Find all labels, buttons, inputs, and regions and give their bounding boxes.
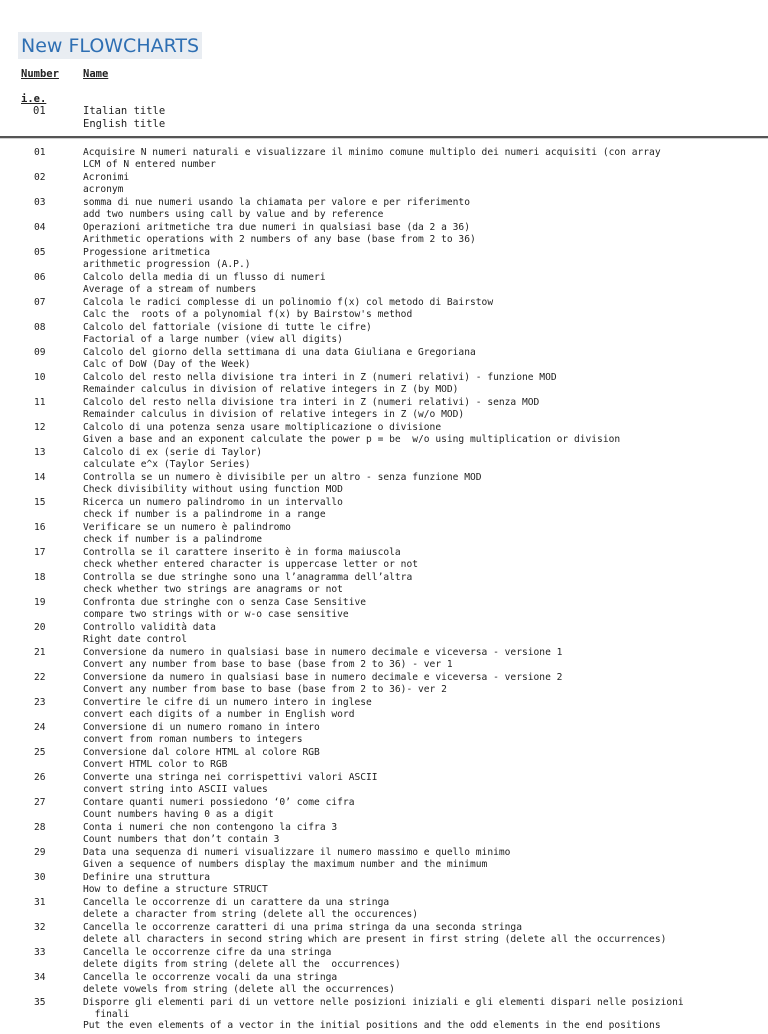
item-italian-title: Acquisire N numeri naturali e visualizzare il minimo comune multiplo dei numeri acquisiti (con array	[83, 147, 661, 158]
item-english-title: Put the even elements of a vector in the initial positions and the odd elements in the end positions	[83, 1020, 661, 1031]
item-english-title: Convert any number from base to base (base from 2 to 36) - ver 1	[83, 658, 453, 670]
item-titles	[83, 547, 768, 570]
list-item	[0, 472, 768, 495]
item-italian-title: Verificare se un numero è palindromo	[83, 522, 291, 533]
list-item	[0, 647, 768, 670]
item-italian-title: Converte una stringa nei corrispettivi valori ASCII	[83, 772, 378, 783]
item-number: 27	[34, 797, 46, 808]
item-english-title: delete digits from string (delete all the occurrences)	[83, 958, 401, 970]
item-titles	[83, 447, 768, 470]
item-italian-title: Controllo validità data	[83, 622, 216, 633]
item-english-title: compare two strings with or w-o case sensitive	[83, 608, 349, 620]
list-item	[0, 272, 768, 295]
list-item	[0, 297, 768, 320]
item-titles	[83, 372, 768, 395]
item-titles	[83, 222, 768, 245]
item-titles	[83, 422, 768, 445]
item-number: 31	[34, 897, 46, 908]
item-english-title: convert string into ASCII values	[83, 783, 268, 795]
list-item	[0, 597, 768, 620]
item-english-title: LCM of N entered number	[83, 158, 216, 170]
item-number: 29	[34, 847, 46, 858]
item-italian-title: Confronta due stringhe con o senza Case Sensitive	[83, 597, 367, 608]
item-english-title: calculate e^x (Taylor Series)	[83, 458, 251, 470]
item-italian-title: Progessione aritmetica	[83, 247, 211, 258]
item-english-title: Calc the roots of a polynomial f(x) by Bairstow's method	[83, 308, 413, 320]
list-item	[0, 797, 768, 820]
item-number: 34	[34, 972, 46, 983]
example-italian-title: Italian title	[83, 105, 166, 117]
list-item	[0, 947, 768, 970]
example-number: 01	[33, 105, 46, 117]
item-number: 25	[34, 747, 46, 758]
item-number: 33	[34, 947, 46, 958]
item-english-title: check if number is a palindrome	[83, 533, 263, 545]
item-number: 06	[34, 272, 46, 283]
item-number: 16	[34, 522, 46, 533]
item-titles	[83, 497, 768, 520]
item-english-title: delete all characters in second string which are present in first string (delete all the occurrences)	[83, 933, 667, 945]
item-english-title: check whether two strings are anagrams or not	[83, 583, 343, 595]
item-titles	[83, 297, 768, 320]
item-titles	[83, 647, 768, 670]
item-titles	[83, 997, 768, 1032]
column-header-number: Number	[21, 68, 59, 80]
item-english-title: Convert HTML color to RGB	[83, 758, 228, 770]
item-titles	[83, 172, 768, 195]
item-english-title: convert from roman numbers to integers	[83, 733, 303, 745]
item-italian-title: Operazioni aritmetiche tra due numeri in qualsiasi base (da 2 a 36)	[83, 222, 470, 233]
example-english-title: English title	[83, 117, 166, 130]
item-number: 15	[34, 497, 46, 508]
item-italian-title: Convertire le cifre di un numero intero in inglese	[83, 697, 372, 708]
list-item	[0, 672, 768, 695]
item-italian-title: Cancella le occorrenze caratteri di una prima stringa da una seconda stringa	[83, 922, 522, 933]
item-number: 35	[34, 997, 46, 1008]
item-italian-title: Contare quanti numeri possiedono ‘0’ come cifra	[83, 797, 355, 808]
item-titles	[83, 972, 768, 995]
item-number: 28	[34, 822, 46, 833]
list-item	[0, 172, 768, 195]
item-number: 09	[34, 347, 46, 358]
item-english-title: convert each digits of a number in English word	[83, 708, 355, 720]
list-item	[0, 497, 768, 520]
item-english-title: Remainder calculus in division of relative integers in Z (w/o MOD)	[83, 408, 465, 420]
item-titles	[83, 847, 768, 870]
item-english-title: Given a base and an exponent calculate the power p = be w/o using multiplication or division	[83, 433, 621, 445]
list-item	[0, 522, 768, 545]
item-titles	[83, 622, 768, 645]
item-titles	[83, 572, 768, 595]
header-divider	[0, 136, 768, 139]
list-item	[0, 772, 768, 795]
item-italian-title: Calcolo della media di un flusso di numeri	[83, 272, 326, 283]
item-titles	[83, 322, 768, 345]
item-italian-title: Calcolo del resto nella divisione tra interi in Z (numeri relativi) - senza MOD	[83, 397, 540, 408]
item-number: 18	[34, 572, 46, 583]
item-titles	[83, 197, 768, 220]
item-english-title: Average of a stream of numbers	[83, 283, 257, 295]
item-number: 26	[34, 772, 46, 783]
item-italian-title: Calcolo di ex (serie di Taylor)	[83, 447, 263, 458]
item-number: 05	[34, 247, 46, 258]
list-item	[0, 897, 768, 920]
item-number: 07	[34, 297, 46, 308]
list-item	[0, 547, 768, 570]
item-english-title: Factorial of a large number (view all digits)	[83, 333, 343, 345]
item-english-title: Count numbers having 0 as a digit	[83, 808, 274, 820]
column-header-name: Name	[83, 68, 109, 80]
item-english-title: arithmetic progression (A.P.)	[83, 258, 251, 270]
item-titles	[83, 247, 768, 270]
list-item	[0, 422, 768, 445]
item-english-title: Convert any number from base to base (base from 2 to 36)- ver 2	[83, 683, 447, 695]
item-titles	[83, 272, 768, 295]
item-english-title: How to define a structure STRUCT	[83, 883, 268, 895]
item-number: 02	[34, 172, 46, 183]
list-item	[0, 822, 768, 845]
item-italian-title: Cancella le occorrenze vocali da una stringa	[83, 972, 338, 983]
list-item	[0, 872, 768, 895]
item-english-title: Count numbers that don’t contain 3	[83, 833, 280, 845]
list-item	[0, 972, 768, 995]
item-italian-title: Cancella le occorrenze di un carattere da una stringa	[83, 897, 390, 908]
item-italian-title: Controlla se il carattere inserito è in forma maiuscola	[83, 547, 401, 558]
item-italian-title: Conversione da numero in qualsiasi base in numero decimale e viceversa - versione 1	[83, 647, 563, 658]
list-item	[0, 622, 768, 645]
item-number: 30	[34, 872, 46, 883]
item-titles	[83, 672, 768, 695]
list-item	[0, 397, 768, 420]
item-titles	[83, 722, 768, 745]
item-titles	[83, 347, 768, 370]
item-italian-title: Conversione di un numero romano in intero	[83, 722, 320, 733]
item-italian-title: Data una sequenza di numeri visualizzare il numero massimo e quello minimo	[83, 847, 511, 858]
item-number: 14	[34, 472, 46, 483]
item-italian-title: Acronimi	[83, 172, 130, 183]
item-italian-title: Calcolo di una potenza senza usare moltiplicazione o divisione	[83, 422, 442, 433]
title-area	[18, 32, 202, 59]
list-item	[0, 572, 768, 595]
item-english-title: check if number is a palindrome in a range	[83, 508, 326, 520]
list-item	[0, 847, 768, 870]
item-titles	[83, 472, 768, 495]
item-italian-title: Cancella le occorrenze cifre da una stringa	[83, 947, 332, 958]
item-english-title: Arithmetic operations with 2 numbers of any base (base from 2 to 36)	[83, 233, 476, 245]
item-number: 12	[34, 422, 46, 433]
item-number: 17	[34, 547, 46, 558]
item-titles	[83, 397, 768, 420]
item-italian-title: Controlla se un numero è divisibile per un altro - senza funzione MOD	[83, 472, 482, 483]
item-titles	[83, 947, 768, 970]
list-item	[0, 197, 768, 220]
item-english-title: Remainder calculus in division of relative integers in Z (by MOD)	[83, 383, 459, 395]
list-item	[0, 922, 768, 945]
item-number: 19	[34, 597, 46, 608]
example-name	[83, 105, 165, 130]
item-english-title: Calc of DoW (Day of the Week)	[83, 358, 251, 370]
item-english-title: Right date control	[83, 633, 187, 645]
page-title: New FLOWCHARTS	[18, 32, 202, 59]
item-titles	[83, 822, 768, 845]
item-titles	[83, 922, 768, 945]
item-italian-title: Disporre gli elementi pari di un vettore nelle posizioni iniziali e gli elementi dispari nelle posizioni finali	[83, 997, 684, 1020]
item-italian-title: Calcolo del giorno della settimana di una data Giuliana e Gregoriana	[83, 347, 476, 358]
list-item	[0, 372, 768, 395]
item-english-title: delete a character from string (delete all the occurences)	[83, 908, 419, 920]
item-italian-title: Conversione dal colore HTML al colore RGB	[83, 747, 320, 758]
item-number: 24	[34, 722, 46, 733]
item-titles	[83, 872, 768, 895]
list-item	[0, 997, 768, 1032]
list-item	[0, 147, 768, 170]
item-italian-title: Calcola le radici complesse di un polinomio f(x) col metodo di Bairstow	[83, 297, 494, 308]
item-number: 21	[34, 647, 46, 658]
item-italian-title: Controlla se due stringhe sono una l’anagramma dell’altra	[83, 572, 413, 583]
item-english-title: Given a sequence of numbers display the maximum number and the minimum	[83, 858, 488, 870]
item-titles	[83, 772, 768, 795]
item-titles	[83, 147, 768, 170]
item-titles	[83, 897, 768, 920]
item-number: 13	[34, 447, 46, 458]
item-italian-title: Ricerca un numero palindromo in un intervallo	[83, 497, 343, 508]
item-italian-title: Calcolo del fattoriale (visione di tutte le cifre)	[83, 322, 372, 333]
list-item	[0, 697, 768, 720]
list-item	[0, 722, 768, 745]
item-number: 08	[34, 322, 46, 333]
item-english-title: delete vowels from string (delete all the occurrences)	[83, 983, 395, 995]
list-item	[0, 322, 768, 345]
item-italian-title: Calcolo del resto nella divisione tra interi in Z (numeri relativi) - funzione MOD	[83, 372, 557, 383]
item-titles	[83, 597, 768, 620]
item-number: 11	[34, 397, 46, 408]
item-titles	[83, 747, 768, 770]
list-item	[0, 747, 768, 770]
item-number: 23	[34, 697, 46, 708]
item-titles	[83, 797, 768, 820]
flowchart-list	[0, 147, 768, 1034]
item-italian-title: Definire una struttura	[83, 872, 211, 883]
example-label: i.e.	[21, 93, 47, 105]
item-titles	[83, 697, 768, 720]
item-italian-title: Conta i numeri che non contengono la cifra 3	[83, 822, 338, 833]
item-italian-title: Conversione da numero in qualsiasi base in numero decimale e viceversa - versione 2	[83, 672, 563, 683]
item-italian-title: somma di nue numeri usando la chiamata per valore e per riferimento	[83, 197, 470, 208]
item-titles	[83, 522, 768, 545]
item-number: 03	[34, 197, 46, 208]
item-english-title: Check divisibility without using function MOD	[83, 483, 343, 495]
item-english-title: acronym	[83, 183, 124, 195]
item-number: 20	[34, 622, 46, 633]
item-number: 04	[34, 222, 46, 233]
list-item	[0, 347, 768, 370]
item-english-title: add two numbers using call by value and by reference	[83, 208, 384, 220]
item-number: 10	[34, 372, 46, 383]
item-number: 22	[34, 672, 46, 683]
list-item	[0, 222, 768, 245]
list-item	[0, 247, 768, 270]
item-english-title: check whether entered character is uppercase letter or not	[83, 558, 419, 570]
list-item	[0, 447, 768, 470]
item-number: 01	[34, 147, 46, 158]
item-number: 32	[34, 922, 46, 933]
